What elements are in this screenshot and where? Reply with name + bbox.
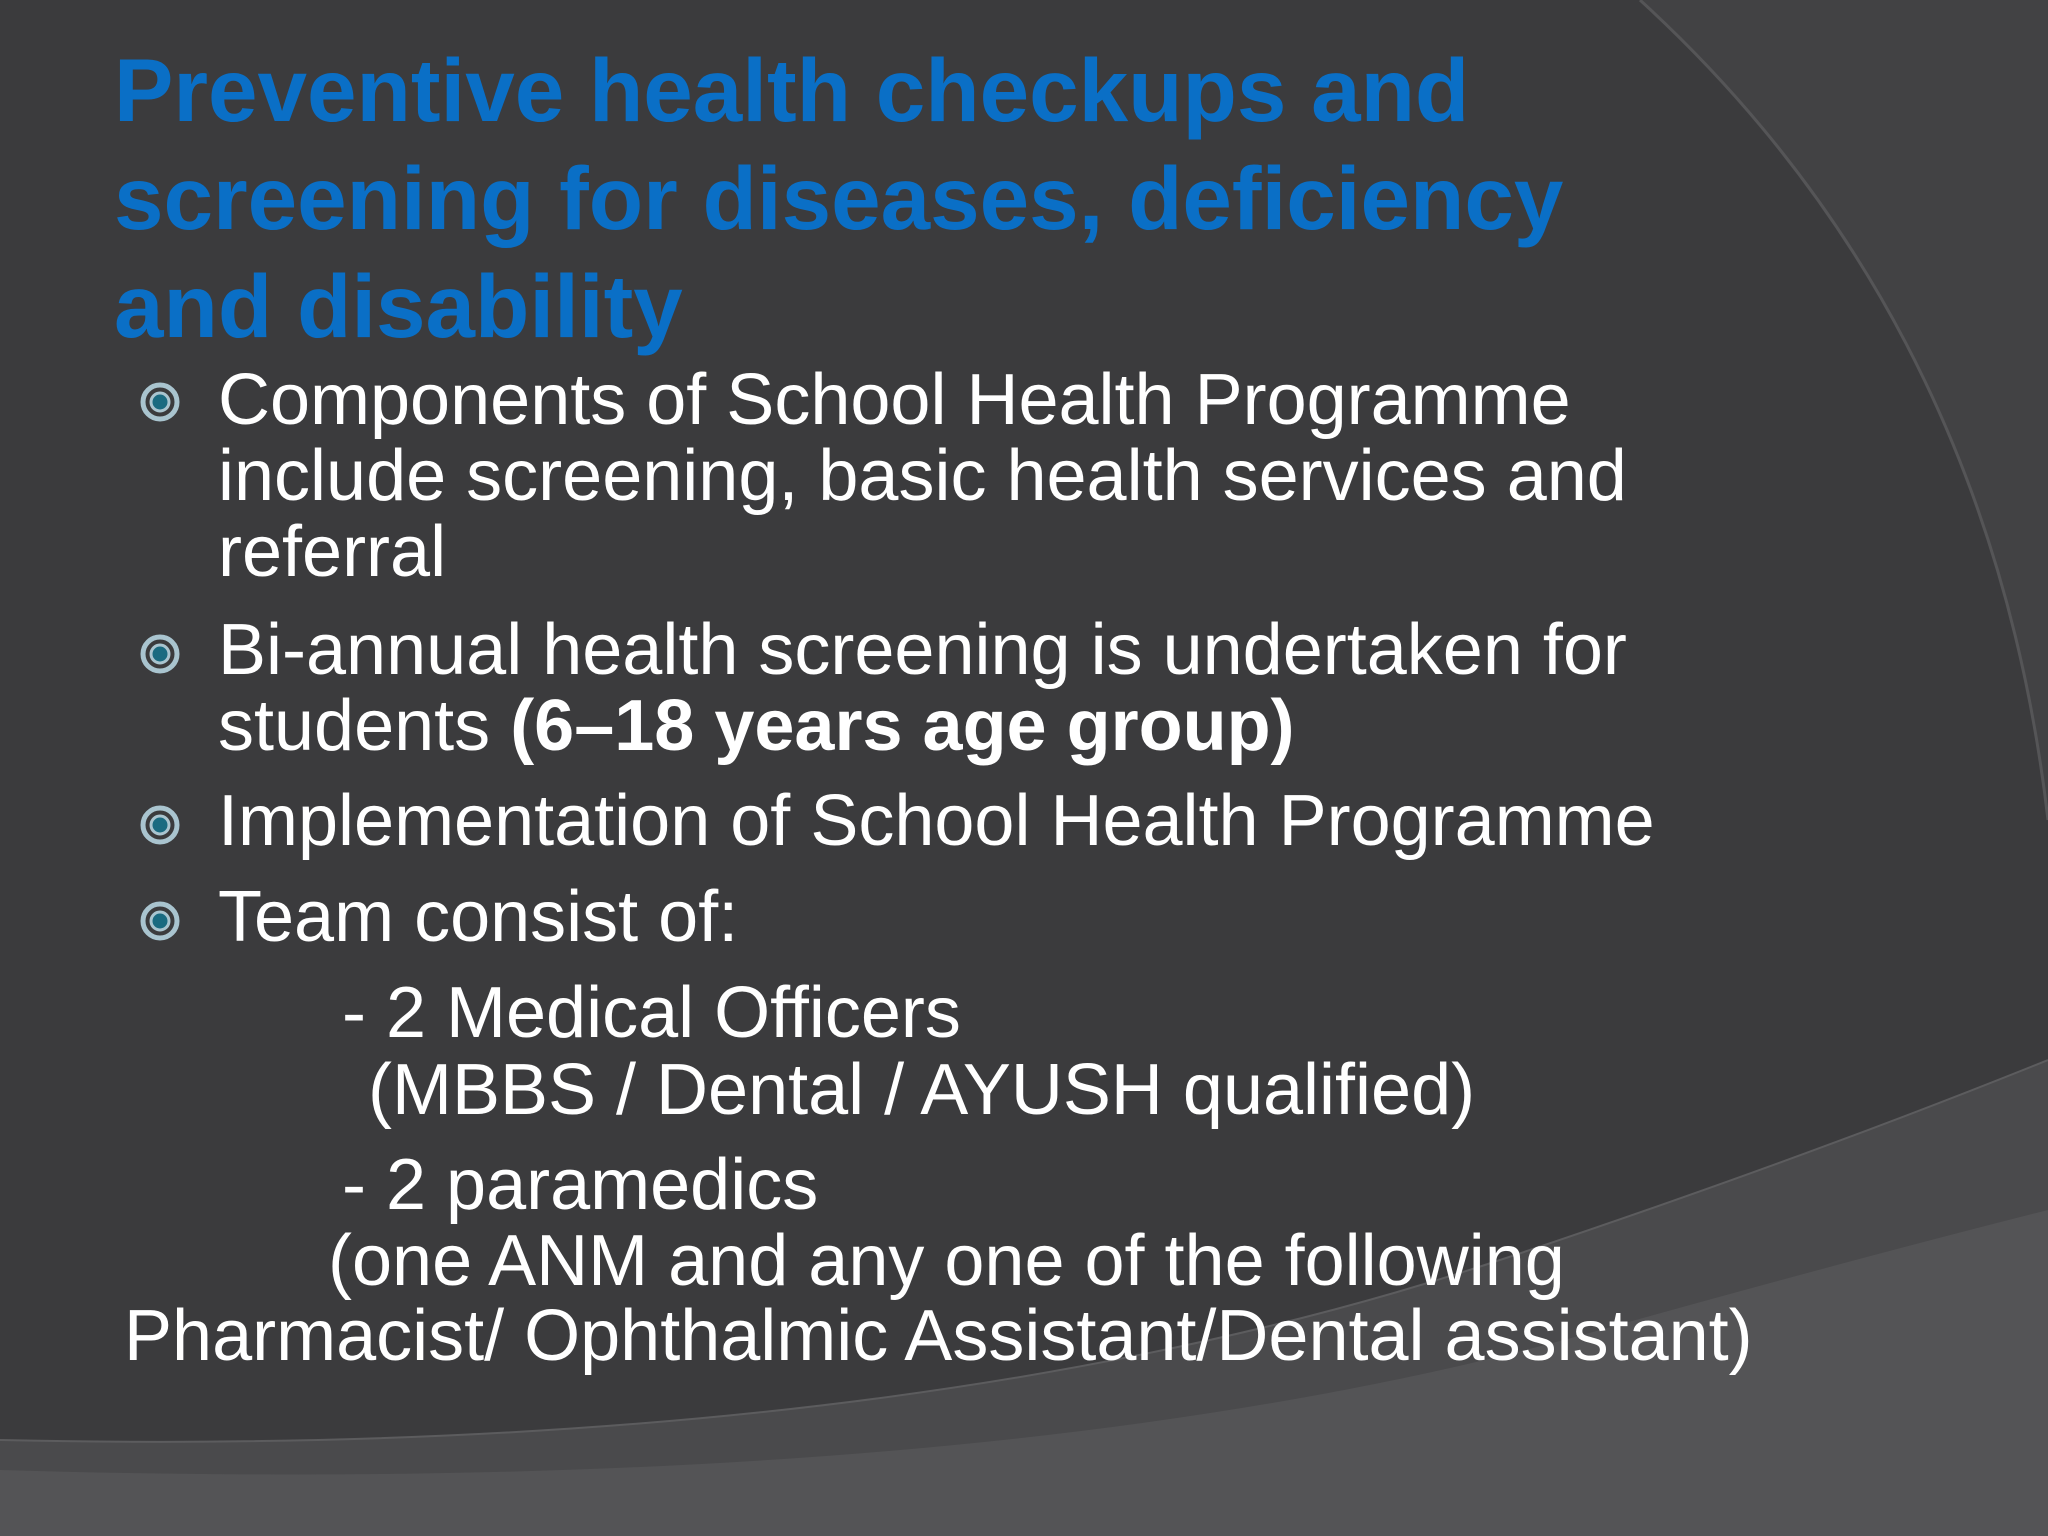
team-paramedics: - 2 paramedics — [342, 1145, 819, 1225]
team-paramedics-detail-2: Pharmacist/ Ophthalmic Assistant/Dental assistant) — [124, 1296, 1753, 1376]
bullet-1-line-3: referral — [218, 512, 447, 592]
bullet-2-line-1: Bi-annual health screening is undertaken for — [218, 610, 1627, 690]
circled-dot-bullet-icon — [138, 899, 182, 943]
bullet-3-text: Implementation of School Health Programme — [218, 781, 1655, 861]
bullet-1-line-1: Components of School Health Programme — [218, 360, 1571, 440]
bullet-1-line-2: include screening, basic health services and — [218, 436, 1627, 516]
circled-dot-bullet-icon — [138, 632, 182, 676]
team-medical-officers: - 2 Medical Officers — [342, 973, 961, 1053]
age-group-emphasis: (6–18 years age group) — [510, 686, 1295, 766]
title-line: and disability — [114, 256, 683, 356]
circled-dot-bullet-icon — [138, 380, 182, 424]
title-line: Preventive health checkups and — [114, 40, 1470, 140]
circled-dot-bullet-icon — [138, 803, 182, 847]
bullet-2-prefix: students — [218, 686, 511, 766]
team-medical-qualification: (MBBS / Dental / AYUSH qualified) — [368, 1050, 1476, 1130]
team-paramedics-detail-1: (one ANM and any one of the following — [328, 1221, 1565, 1301]
bullet-4-text: Team consist of: — [218, 877, 739, 957]
bullet-2-line-2 — [218, 687, 1295, 765]
title-line: screening for diseases, deficiency — [114, 148, 1564, 248]
